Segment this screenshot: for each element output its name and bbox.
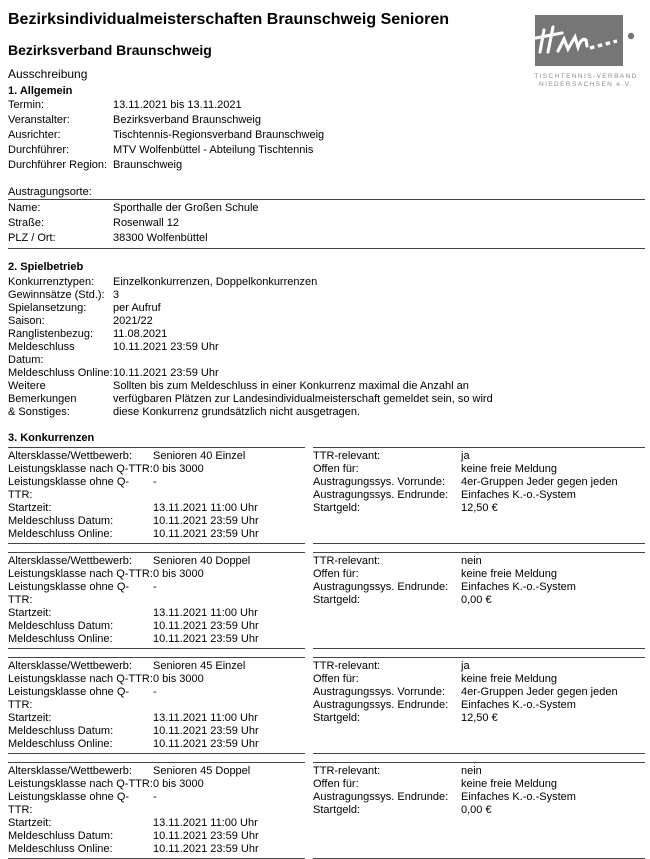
field-row [8, 276, 645, 289]
field-value: - [153, 476, 157, 488]
field-label: TTR-relevant: [313, 660, 381, 672]
field-value: 10.11.2021 23:59 Uhr [153, 515, 259, 527]
field-value: 10.11.2021 23:59 Uhr [153, 633, 259, 645]
field-label: Leistungsklasse ohne Q-TTR: [8, 686, 130, 711]
field-value: 12,50 € [461, 502, 498, 514]
field-label: Meldeschluss Online: [8, 633, 113, 645]
field-value: Einfaches K.-o.-System [461, 791, 576, 803]
field-value: Tischtennis-Regionsverband Braunschweig [113, 129, 325, 141]
field-value: Senioren 40 Einzel [153, 450, 246, 462]
field-row [313, 699, 645, 712]
field-row [313, 489, 645, 502]
konkurrenz-block-senioren-40-doppel [8, 552, 645, 649]
field-row [8, 463, 305, 476]
field-row [313, 778, 645, 791]
konkurrenz-block-3-left [8, 657, 305, 754]
field-label: Konkurrenztypen: [8, 276, 95, 288]
field-value: 10.11.2021 23:59 Uhr [153, 725, 259, 737]
field-row [313, 555, 645, 568]
field-row [8, 738, 305, 751]
field-row [8, 515, 305, 528]
field-value: keine freie Meldung [461, 568, 558, 580]
field-row [8, 143, 645, 158]
field-label: Meldeschluss Datum: [8, 620, 114, 632]
field-value: 4er-Gruppen Jeder gegen jeden [461, 476, 618, 488]
field-value: 10.11.2021 23:59 Uhr [113, 341, 219, 353]
field-label: Altersklasse/Wettbewerb: [8, 555, 132, 567]
konkurrenz-block-senioren-45-einzel [8, 657, 645, 754]
field-value: Senioren 45 Doppel [153, 765, 251, 777]
field-row [8, 201, 645, 216]
field-value: Einzelkonkurrenzen, Doppelkonkurrenzen [113, 276, 318, 288]
field-row [313, 450, 645, 463]
konkurrenz-block-4-right [313, 762, 645, 859]
field-value: keine freie Meldung [461, 673, 558, 685]
field-row [8, 113, 645, 128]
field-label: Leistungsklasse nach Q-TTR: [8, 568, 153, 580]
section-heading-allgemein: 1. Allgemein [8, 85, 73, 97]
konkurrenz-block-1-left [8, 447, 305, 544]
field-value: nein [461, 555, 482, 567]
field-row [8, 778, 305, 791]
field-label: Durchführer Region: [8, 159, 108, 171]
remarks-row [8, 380, 645, 419]
field-label: Startgeld: [313, 804, 361, 816]
field-label: Durchführer: [8, 144, 70, 156]
field-label: PLZ / Ort: [8, 232, 56, 244]
field-value: Braunschweig [113, 159, 183, 171]
field-label: Meldeschluss Online: [8, 528, 113, 540]
field-label: Termin: [8, 99, 45, 111]
field-label: Spielansetzung: [8, 302, 87, 314]
field-label: TTR-relevant: [313, 555, 381, 567]
field-value: Senioren 45 Einzel [153, 660, 246, 672]
field-value: - [153, 686, 157, 698]
field-value: nein [461, 765, 482, 777]
association-name: Bezirksverband Braunschweig [8, 42, 212, 58]
field-label: Ranglistenbezug: [8, 328, 94, 340]
konkurrenz-block-1-right [313, 447, 645, 544]
austragungsorte-heading: Austragungsorte: [8, 185, 645, 200]
field-value: Rosenwall 12 [113, 217, 180, 229]
field-row [8, 765, 305, 778]
field-value: 12,50 € [461, 712, 498, 724]
field-label: Austragungssys. Vorrunde: [313, 476, 446, 488]
field-row [8, 502, 305, 515]
field-row [313, 568, 645, 581]
field-value: 10.11.2021 23:59 Uhr [153, 830, 259, 842]
konkurrenz-block-2-right [313, 552, 645, 649]
field-value: Einfaches K.-o.-System [461, 581, 576, 593]
field-row [8, 660, 305, 673]
field-row [8, 817, 305, 830]
field-row [8, 328, 645, 341]
field-value: keine freie Meldung [461, 778, 558, 790]
field-value: 10.11.2021 23:59 Uhr [153, 738, 259, 750]
spielbetrieb-rows [8, 276, 645, 380]
remarks-value-line2: verfügbaren Plätzen zur Landesindividualmeisterschaft gemeldet sein, so wird [113, 393, 493, 405]
doc-type-label: Ausschreibung [8, 67, 88, 81]
logo-caption-line2: NIEDERSACHSEN e.V. [539, 81, 633, 88]
field-value: MTV Wolfenbüttel - Abteilung Tischtennis [113, 144, 314, 156]
field-row [8, 843, 305, 856]
field-row [8, 476, 305, 502]
field-value: ja [461, 660, 470, 672]
field-label: Altersklasse/Wettbewerb: [8, 450, 132, 462]
field-label: Meldeschluss Online: [8, 843, 113, 855]
field-row [8, 620, 305, 633]
field-label: Startgeld: [313, 502, 361, 514]
field-value: ja [461, 450, 470, 462]
field-label: Leistungsklasse ohne Q-TTR: [8, 476, 130, 501]
field-label: Austragungssys. Endrunde: [313, 581, 449, 593]
field-row [8, 302, 645, 315]
field-value: 0 bis 3000 [153, 778, 204, 790]
field-label: Ausrichter: [8, 129, 61, 141]
field-row [313, 765, 645, 778]
field-label: Leistungsklasse ohne Q-TTR: [8, 791, 130, 816]
remarks-value-line1: Sollten bis zum Meldeschluss in einer Konkurrenz maximal die Anzahl an [113, 380, 469, 392]
konkurrenz-block-senioren-40-einzel [8, 447, 645, 544]
field-label: Gewinnsätze (Std.): [8, 289, 105, 301]
remarks-label-line2: & Sonstiges: [8, 406, 70, 418]
field-value: Einfaches K.-o.-System [461, 699, 576, 711]
field-value: 3 [113, 289, 120, 301]
field-value: per Aufruf [113, 302, 161, 314]
field-row [8, 791, 305, 817]
remarks-value [113, 380, 645, 419]
field-label: Startzeit: [8, 817, 52, 829]
field-value: 4er-Gruppen Jeder gegen jeden [461, 686, 618, 698]
remarks-label [8, 380, 113, 419]
field-row [313, 502, 645, 515]
field-label: Altersklasse/Wettbewerb: [8, 660, 132, 672]
field-label: Meldeschluss Online: [8, 367, 113, 379]
ttvn-logo [525, 10, 647, 89]
field-row [313, 594, 645, 607]
section-spielbetrieb [8, 260, 645, 419]
field-row [8, 830, 305, 843]
field-row [8, 528, 305, 541]
field-row [8, 712, 305, 725]
field-value: 11.08.2021 [113, 328, 168, 340]
section-heading-spielbetrieb: 2. Spielbetrieb [8, 261, 84, 273]
field-label: Altersklasse/Wettbewerb: [8, 765, 132, 777]
field-label: Startzeit: [8, 712, 52, 724]
field-label: Startgeld: [313, 712, 361, 724]
field-row [313, 712, 645, 725]
section-heading-konkurrenzen: 3. Konkurrenzen [8, 432, 95, 444]
field-value: - [153, 581, 157, 593]
austragungsorte-rows [8, 200, 645, 249]
field-label: Offen für: [313, 778, 359, 790]
field-value: 13.11.2021 11:00 Uhr [153, 607, 258, 619]
field-value: 10.11.2021 23:59 Uhr [113, 367, 219, 379]
page-title: Bezirksindividualmeisterschaften Braunschweig Senioren [8, 11, 450, 28]
field-value: 0 bis 3000 [153, 463, 204, 475]
field-row [8, 725, 305, 738]
field-value: 2021/22 [113, 315, 153, 327]
section-allgemein [8, 84, 645, 173]
field-row [8, 98, 645, 113]
field-label: Leistungsklasse ohne Q-TTR: [8, 581, 130, 606]
field-label: Startgeld: [313, 594, 361, 606]
field-value: 10.11.2021 23:59 Uhr [153, 528, 259, 540]
konkurrenz-block-2-left [8, 552, 305, 649]
field-row [8, 367, 645, 380]
field-label: Offen für: [313, 568, 359, 580]
field-value: 0,00 € [461, 594, 492, 606]
konkurrenz-block-4-left [8, 762, 305, 859]
field-value: 0,00 € [461, 804, 492, 816]
konkurrenz-block-3-right [313, 657, 645, 754]
field-row [8, 216, 645, 231]
field-label: TTR-relevant: [313, 450, 381, 462]
field-row [8, 128, 645, 143]
field-label: Startzeit: [8, 607, 52, 619]
ttvn-logo-icon [525, 10, 647, 68]
allgemein-rows [8, 98, 645, 173]
field-row [8, 633, 305, 646]
field-value: Senioren 40 Doppel [153, 555, 251, 567]
field-label: TTR-relevant: [313, 765, 381, 777]
remarks-value-line3: diese Konkurrenz grundsätzlich nicht ausgetragen. [113, 406, 361, 418]
field-row [313, 581, 645, 594]
field-value: 13.11.2021 11:00 Uhr [153, 817, 258, 829]
field-row [313, 476, 645, 489]
field-value: Bezirksverband Braunschweig [113, 114, 261, 126]
remarks-label-line1: Weitere Bemerkungen [8, 380, 77, 405]
field-label: Meldeschluss Datum: [8, 830, 114, 842]
field-row [8, 315, 645, 328]
field-value: keine freie Meldung [461, 463, 558, 475]
field-label: Austragungssys. Vorrunde: [313, 686, 446, 698]
field-label: Austragungssys. Endrunde: [313, 791, 449, 803]
field-label: Leistungsklasse nach Q-TTR: [8, 463, 153, 475]
field-label: Leistungsklasse nach Q-TTR: [8, 778, 153, 790]
field-row [313, 660, 645, 673]
field-row [313, 673, 645, 686]
field-row [313, 463, 645, 476]
field-row [8, 158, 645, 173]
field-row [8, 341, 645, 367]
field-label: Veranstalter: [8, 114, 70, 126]
field-row [8, 231, 645, 246]
field-label: Meldeschluss Datum: [8, 725, 114, 737]
field-value: Einfaches K.-o.-System [461, 489, 576, 501]
field-row [8, 673, 305, 686]
field-value: - [153, 791, 157, 803]
section-austragungsorte [8, 185, 645, 249]
field-row [8, 568, 305, 581]
section-konkurrenzen [8, 431, 645, 859]
field-row [313, 686, 645, 699]
field-label: Name: [8, 202, 41, 214]
field-row [8, 607, 305, 620]
field-label: Straße: [8, 217, 45, 229]
field-label: Meldeschluss Datum: [8, 515, 114, 527]
field-label: Meldeschluss Datum: [8, 341, 75, 366]
field-value: 13.11.2021 11:00 Uhr [153, 712, 258, 724]
field-label: Leistungsklasse nach Q-TTR: [8, 673, 153, 685]
field-label: Saison: [8, 315, 45, 327]
field-value: 10.11.2021 23:59 Uhr [153, 620, 259, 632]
field-value: 10.11.2021 23:59 Uhr [153, 843, 259, 855]
field-value: 0 bis 3000 [153, 673, 204, 685]
field-value: 38300 Wolfenbüttel [113, 232, 208, 244]
field-label: Austragungssys. Endrunde: [313, 489, 449, 501]
logo-caption-line1: TISCHTENNIS-VERBAND [534, 73, 638, 80]
field-label: Offen für: [313, 673, 359, 685]
field-label: Offen für: [313, 463, 359, 475]
field-value: 0 bis 3000 [153, 568, 204, 580]
konkurrenz-block-senioren-45-doppel [8, 762, 645, 859]
field-value: 13.11.2021 bis 13.11.2021 [113, 99, 242, 111]
field-row [313, 791, 645, 804]
field-row [313, 804, 645, 817]
field-row [8, 581, 305, 607]
field-value: 13.11.2021 11:00 Uhr [153, 502, 258, 514]
field-label: Startzeit: [8, 502, 52, 514]
field-label: Austragungssys. Endrunde: [313, 699, 449, 711]
field-row [8, 555, 305, 568]
field-row [8, 289, 645, 302]
field-value: Sporthalle der Großen Schule [113, 202, 259, 214]
field-row [8, 450, 305, 463]
field-label: Meldeschluss Online: [8, 738, 113, 750]
field-row [8, 686, 305, 712]
